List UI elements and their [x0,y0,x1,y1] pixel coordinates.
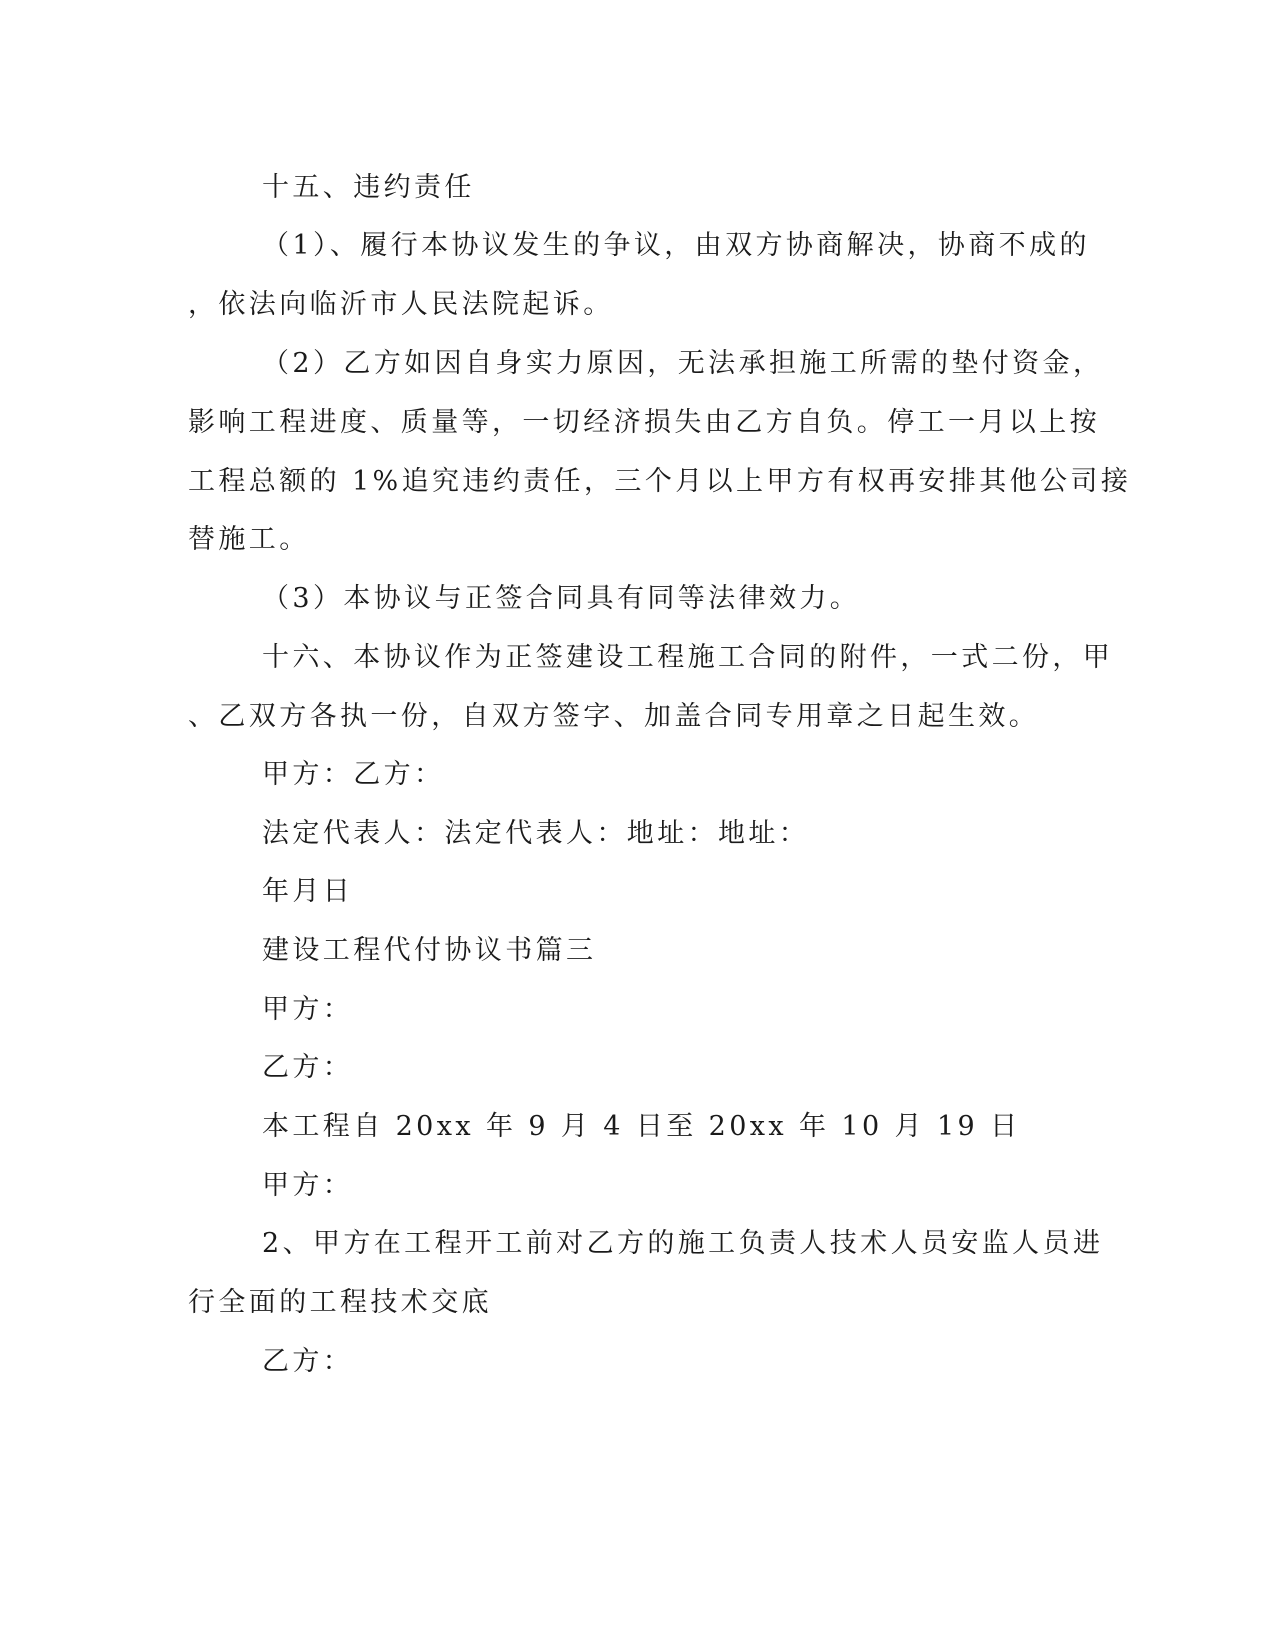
paragraph-line: 、乙双方各执一份，自双方签字、加盖合同专用章之日起生效。 [188,701,1040,732]
paragraph-line: ，依法向临沂市人民法院起诉。 [188,289,614,320]
party-b-label: 乙方： [262,1052,354,1083]
paragraph-line: （1）、履行本协议发生的争议，由双方协商解决，协商不成的 [262,230,1090,261]
paragraph-line: （2）乙方如因自身实力原因，无法承担施工所需的垫付资金， [262,348,1104,379]
party-a-label: 甲方： [262,994,354,1025]
project-period: 本工程自 20xx 年 9 月 4 日至 20xx 年 10 月 19 日 [262,1111,1021,1142]
section-heading-16: 十六、本协议作为正签建设工程施工合同的附件，一式二份，甲 [262,642,1114,673]
paragraph-line: 2、甲方在工程开工前对乙方的施工负责人技术人员安监人员进 [262,1228,1104,1259]
paragraph-line: （3）本协议与正签合同具有同等法律效力。 [262,583,861,614]
signature-date: 年月日 [262,876,354,907]
paragraph-line: 工程总额的 1%追究违约责任，三个月以上甲方有权再安排其他公司接 [188,466,1132,497]
paragraph-line: 行全面的工程技术交底 [188,1287,492,1318]
section-heading-15: 十五、违约责任 [262,172,475,203]
document-title: 建设工程代付协议书篇三 [262,935,597,966]
signature-parties: 甲方：乙方： [262,759,445,790]
paragraph-line: 影响工程进度、质量等，一切经济损失由乙方自负。停工一月以上按 [188,407,1100,438]
party-b-label: 乙方： [262,1346,354,1377]
signature-representatives: 法定代表人：法定代表人：地址：地址： [262,818,810,849]
party-a-label: 甲方： [262,1170,354,1201]
paragraph-line: 替施工。 [188,524,310,555]
